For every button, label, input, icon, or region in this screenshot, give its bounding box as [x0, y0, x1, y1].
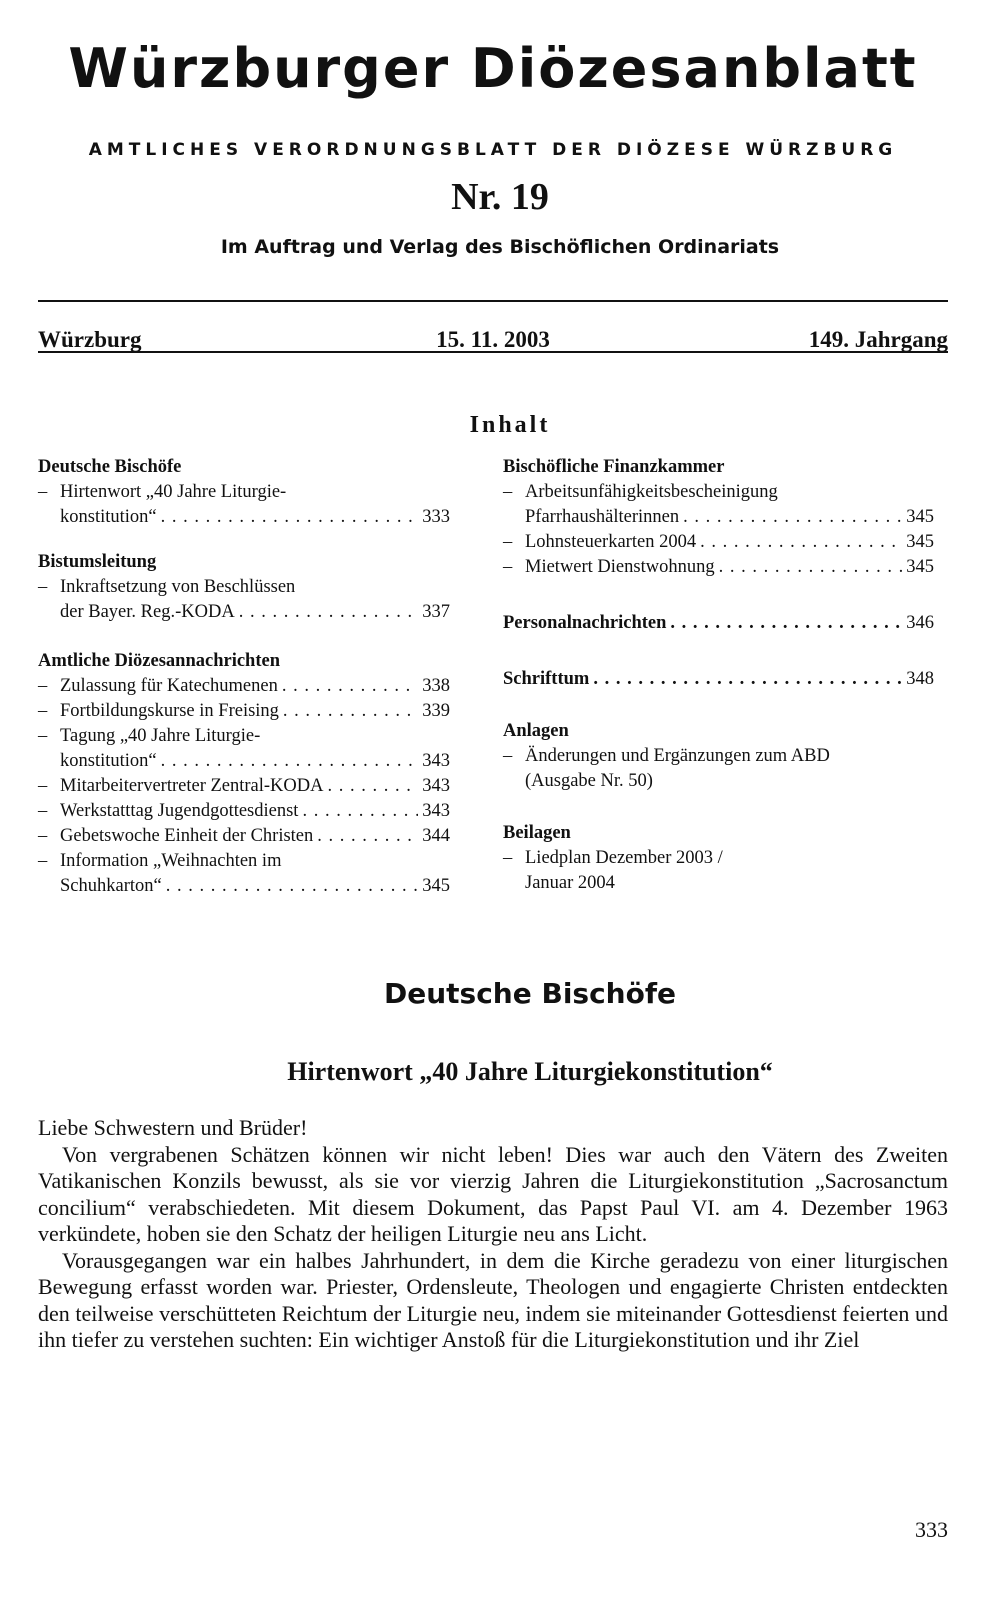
- toc-entry: – Mitarbeitervertreter Zentral-KODA . . . 343: [38, 774, 450, 799]
- toc-section-title: Bischöfliche Finanzkammer: [503, 457, 725, 477]
- toc-entry-continued: Januar 2004: [525, 873, 615, 893]
- toc-section-title: Deutsche Bischöfe: [38, 457, 182, 477]
- toc-page: 345: [906, 557, 934, 577]
- toc-section-title: Bistumsleitung: [38, 552, 157, 572]
- toc-section-title: Amtliche Diözesannachrichten: [38, 651, 281, 671]
- toc-entry: – Gebetswoche Einheit der Christen . . . 344: [38, 824, 450, 849]
- toc-entry: – Mietwert Dienstwohnung . . . 345: [503, 555, 934, 580]
- toc-section-title: Personalnachrichten . . . 346: [503, 611, 934, 636]
- toc-page: 343: [422, 801, 450, 821]
- toc-section-title: Beilagen: [503, 823, 571, 843]
- toc-page: 344: [422, 826, 450, 846]
- toc-entry: – Tagung „40 Jahre Liturgie-: [38, 726, 261, 746]
- article-title: Hirtenwort „40 Jahre Liturgiekonstitution“: [287, 1057, 773, 1086]
- info-place: Würzburg: [38, 327, 142, 352]
- toc-entry-continued: (Ausgabe Nr. 50): [525, 771, 653, 791]
- toc-page: 348: [906, 669, 934, 689]
- toc-entry-continued: konstitution“ . . . 333: [38, 505, 450, 530]
- toc-entry: – Arbeitsunfähigkeitsbescheinigung: [503, 482, 778, 502]
- toc-page: 345: [906, 507, 934, 527]
- toc-page: 339: [422, 701, 450, 721]
- toc-entry-continued: konstitution“ . . . 343: [38, 749, 450, 774]
- toc-section-title: Anlagen: [503, 721, 569, 741]
- masthead-title: Würzburger Diözesanblatt: [68, 37, 918, 100]
- toc-page: 343: [422, 776, 450, 796]
- toc-entry: – Änderungen und Ergänzungen zum ABD: [503, 746, 830, 766]
- toc-entry: – Werkstatttag Jugendgottesdienst . . . 343: [38, 799, 450, 824]
- issue-number: Nr. 19: [451, 176, 549, 218]
- toc-page: 343: [422, 751, 450, 771]
- toc-entry: – Hirtenwort „40 Jahre Liturgie-: [38, 482, 287, 502]
- toc-entry: – Information „Weihnachten im: [38, 851, 282, 871]
- info-volume: 149. Jahrgang: [808, 327, 948, 352]
- article-body: [38, 1115, 948, 1354]
- toc-right-column: [503, 455, 934, 896]
- publisher-line: Im Auftrag und Verlag des Bischöflichen Ordinariats: [220, 236, 780, 258]
- toc-entry: – Lohnsteuerkarten 2004 . . . 345: [503, 530, 934, 555]
- info-date: 15. 11. 2003: [436, 327, 550, 352]
- bottom-rule: [38, 351, 948, 353]
- section-title: Deutsche Bischöfe: [383, 977, 677, 1010]
- toc-entry: – Inkraftsetzung von Beschlüssen: [38, 577, 296, 597]
- toc-section-title: Schrifttum . . . 348: [503, 667, 934, 692]
- toc-page: 345: [422, 876, 450, 896]
- toc-entry: – Zulassung für Katechumenen . . . 338: [38, 674, 450, 699]
- paragraph: Vorausgegangen war ein halbes Jahrhundert, in dem die Kirche geradezu von einer liturgischen Bewegung erfasst worden war. Priester, Ordensleute, Theologen und engagierte Christen entdeckten den teilweise verschütteten Reichtum der Liturgie neu, indem sie miteinander Gottesdienst feierten und ihn tiefer zu verstehen suchten: Ein wichtiger Anstoß für die Liturgiekonstitution und ihr Ziel: [38, 1247, 948, 1352]
- salutation: Liebe Schwestern und Brüder!: [38, 1115, 308, 1140]
- top-rule: [38, 300, 948, 302]
- toc-entry: – Liedplan Dezember 2003 /: [503, 848, 723, 868]
- toc-page: 338: [422, 676, 450, 696]
- toc-entry: – Fortbildungskurse in Freising . . . 339: [38, 699, 450, 724]
- toc-entry-continued: Pfarrhaushälterinnen . . . 345: [503, 505, 934, 530]
- masthead-subtitle: AMTLICHES VERORDNUNGSBLATT DER DIÖZESE WÜRZBURG: [88, 140, 898, 160]
- toc-page: 333: [422, 507, 450, 527]
- toc-page: 346: [906, 613, 934, 633]
- toc-page: 345: [906, 532, 934, 552]
- page-number: 333: [915, 1517, 948, 1542]
- toc-left-column: [38, 455, 450, 899]
- paragraph: Von vergrabenen Schätzen können wir nicht leben! Dies war auch den Vätern des Zweiten Vatikanischen Konzils bewusst, als sie vor vierzig Jahren die Liturgiekonstitution „Sacrosanctum concilium“ verabschiedeten. Mit diesem Dokument, das Papst Paul VI. am 4. Dezember 1963 verkündete, hoben sie den Schatz der heiligen Liturgie neu ans Licht.: [38, 1141, 948, 1246]
- toc-page: 337: [422, 602, 450, 622]
- toc-entry-continued: Schuhkarton“ . . . 345: [38, 874, 450, 899]
- toc-entry-continued: der Bayer. Reg.-KODA . . . 337: [38, 600, 450, 625]
- contents-heading: Inhalt: [469, 412, 551, 438]
